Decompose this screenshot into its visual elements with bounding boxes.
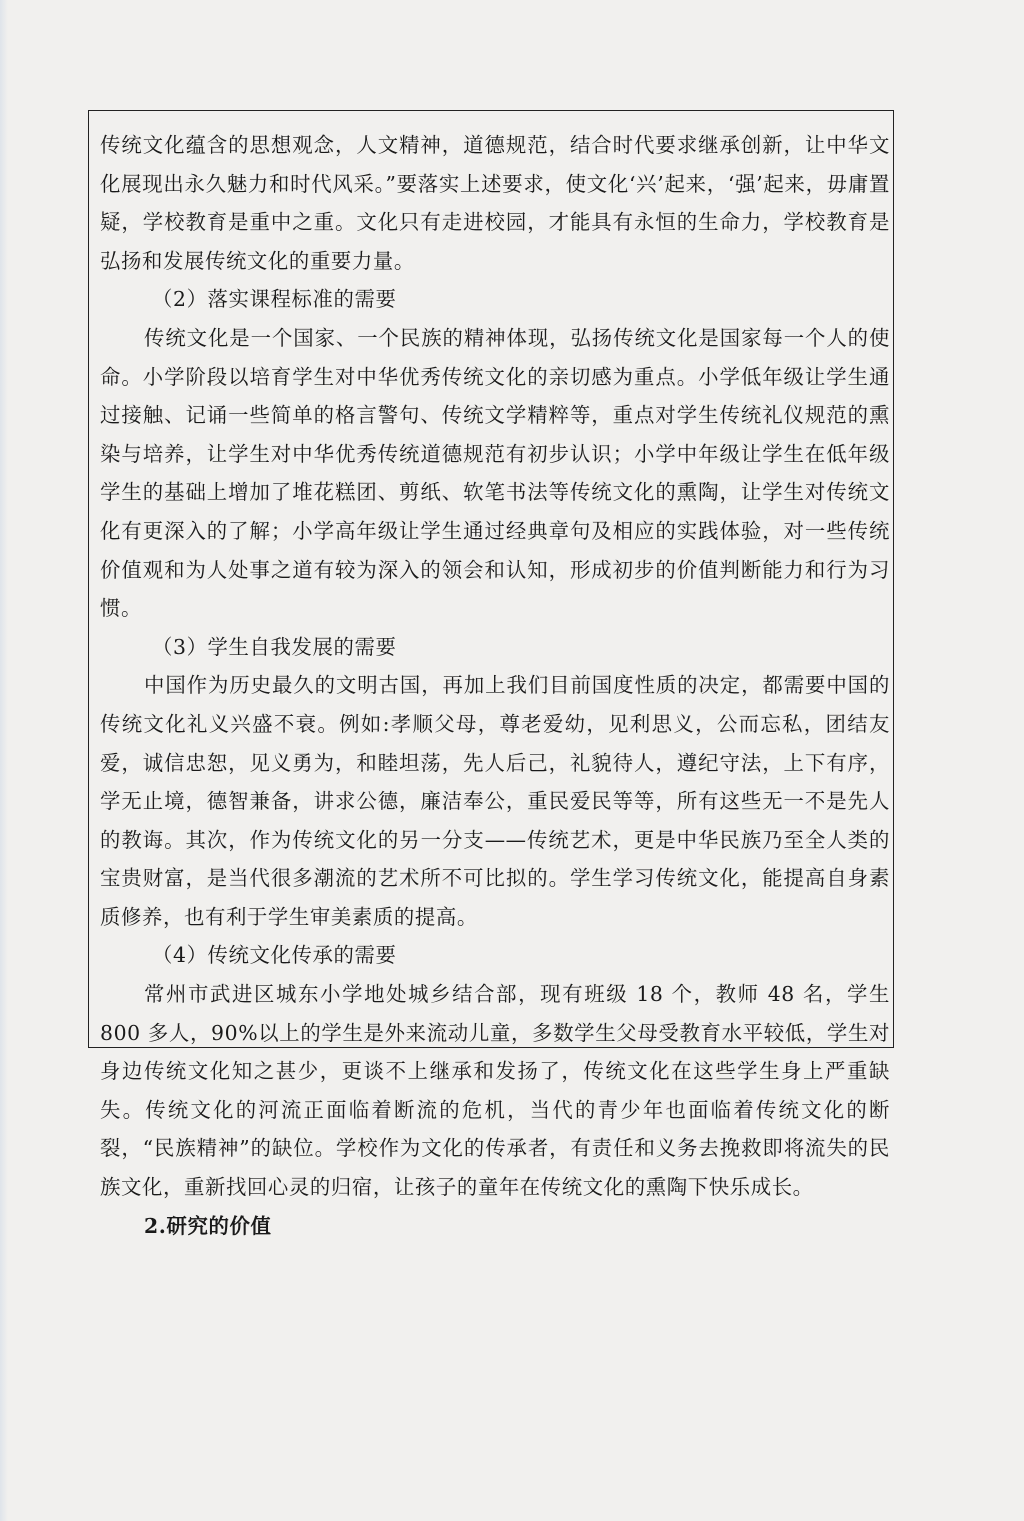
paragraph-student-development: 中国作为历史最久的文明古国，再加上我们目前国度性质的决定，都需要中国的传统文化礼义兴盛不衰。例如:孝顺父母，尊老爱幼，见利思义，公而忘私，团结友爱，诚信忠恕，见义勇为，和睦坦荡，先人后己，礼貌待人，遵纪守法，上下有序，学无止境，德智兼备，讲求公德，廉洁奉公，重民爱民等等，所有这些无一不是先人的教诲。其次，作为传统文化的另一分支——传统艺术，更是中华民族乃至全人类的宝贵财富，是当代很多潮流的艺术所不可比拟的。学生学习传统文化，能提高自身素质修养，也有利于学生审美素质的提高。: [100, 673, 890, 929]
subheading-curriculum-standard: （2）落实课程标准的需要: [152, 287, 397, 312]
document-body: [100, 126, 890, 1245]
paragraph-curriculum-standard: 传统文化是一个国家、一个民族的精神体现，弘扬传统文化是国家每一个人的使命。小学阶段以培育学生对中华优秀传统文化的亲切感为重点。小学低年级让学生通过接触、记诵一些简单的格言警句、传统文学精粹等，重点对学生传统礼仪规范的熏染与培养，让学生对中华优秀传统道德规范有初步认识；小学中年级让学生在低年级学生的基础上增加了堆花糕团、剪纸、软笔书法等传统文化的熏陶，让学生对传统文化有更深入的了解；小学高年级让学生通过经典章句及相应的实践体验，对一些传统价值观和为人处事之道有较为深入的领会和认知，形成初步的价值判断能力和行为习惯。: [100, 325, 890, 621]
subheading-culture-inheritance: （4）传统文化传承的需要: [152, 943, 397, 968]
paragraph-culture-inheritance: 常州市武进区城东小学地处城乡结合部，现有班级 18 个，教师 48 名，学生 800 多人，90%以上的学生是外来流动儿童，多数学生父母受教育水平较低，学生对身边传统文化知之甚少，更谈不上继承和发扬了，传统文化在这些学生身上严重缺失。传统文化的河流正面临着断流的危机，当代的青少年也面临着传统文化的断裂，“民族精神”的缺位。学校作为文化的传承者，有责任和义务去挽救即将流失的民族文化，重新找回心灵的归宿，让孩子的童年在传统文化的熏陶下快乐成长。: [100, 982, 890, 1200]
section-heading-research-value: 2.研究的价值: [144, 1213, 272, 1238]
scan-page-edge: [0, 0, 8, 1521]
paragraph-continuation: 传统文化蕴含的思想观念，人文精神，道德规范，结合时代要求继承创新，让中华文化展现出永久魅力和时代风采。”要落实上述要求，使文化‘兴’起来，‘强’起来，毋庸置疑，学校教育是重中之重。文化只有走进校园，才能具有永恒的生命力，学校教育是弘扬和发展传统文化的重要力量。: [100, 133, 890, 273]
subheading-student-development: （3）学生自我发展的需要: [152, 634, 397, 659]
